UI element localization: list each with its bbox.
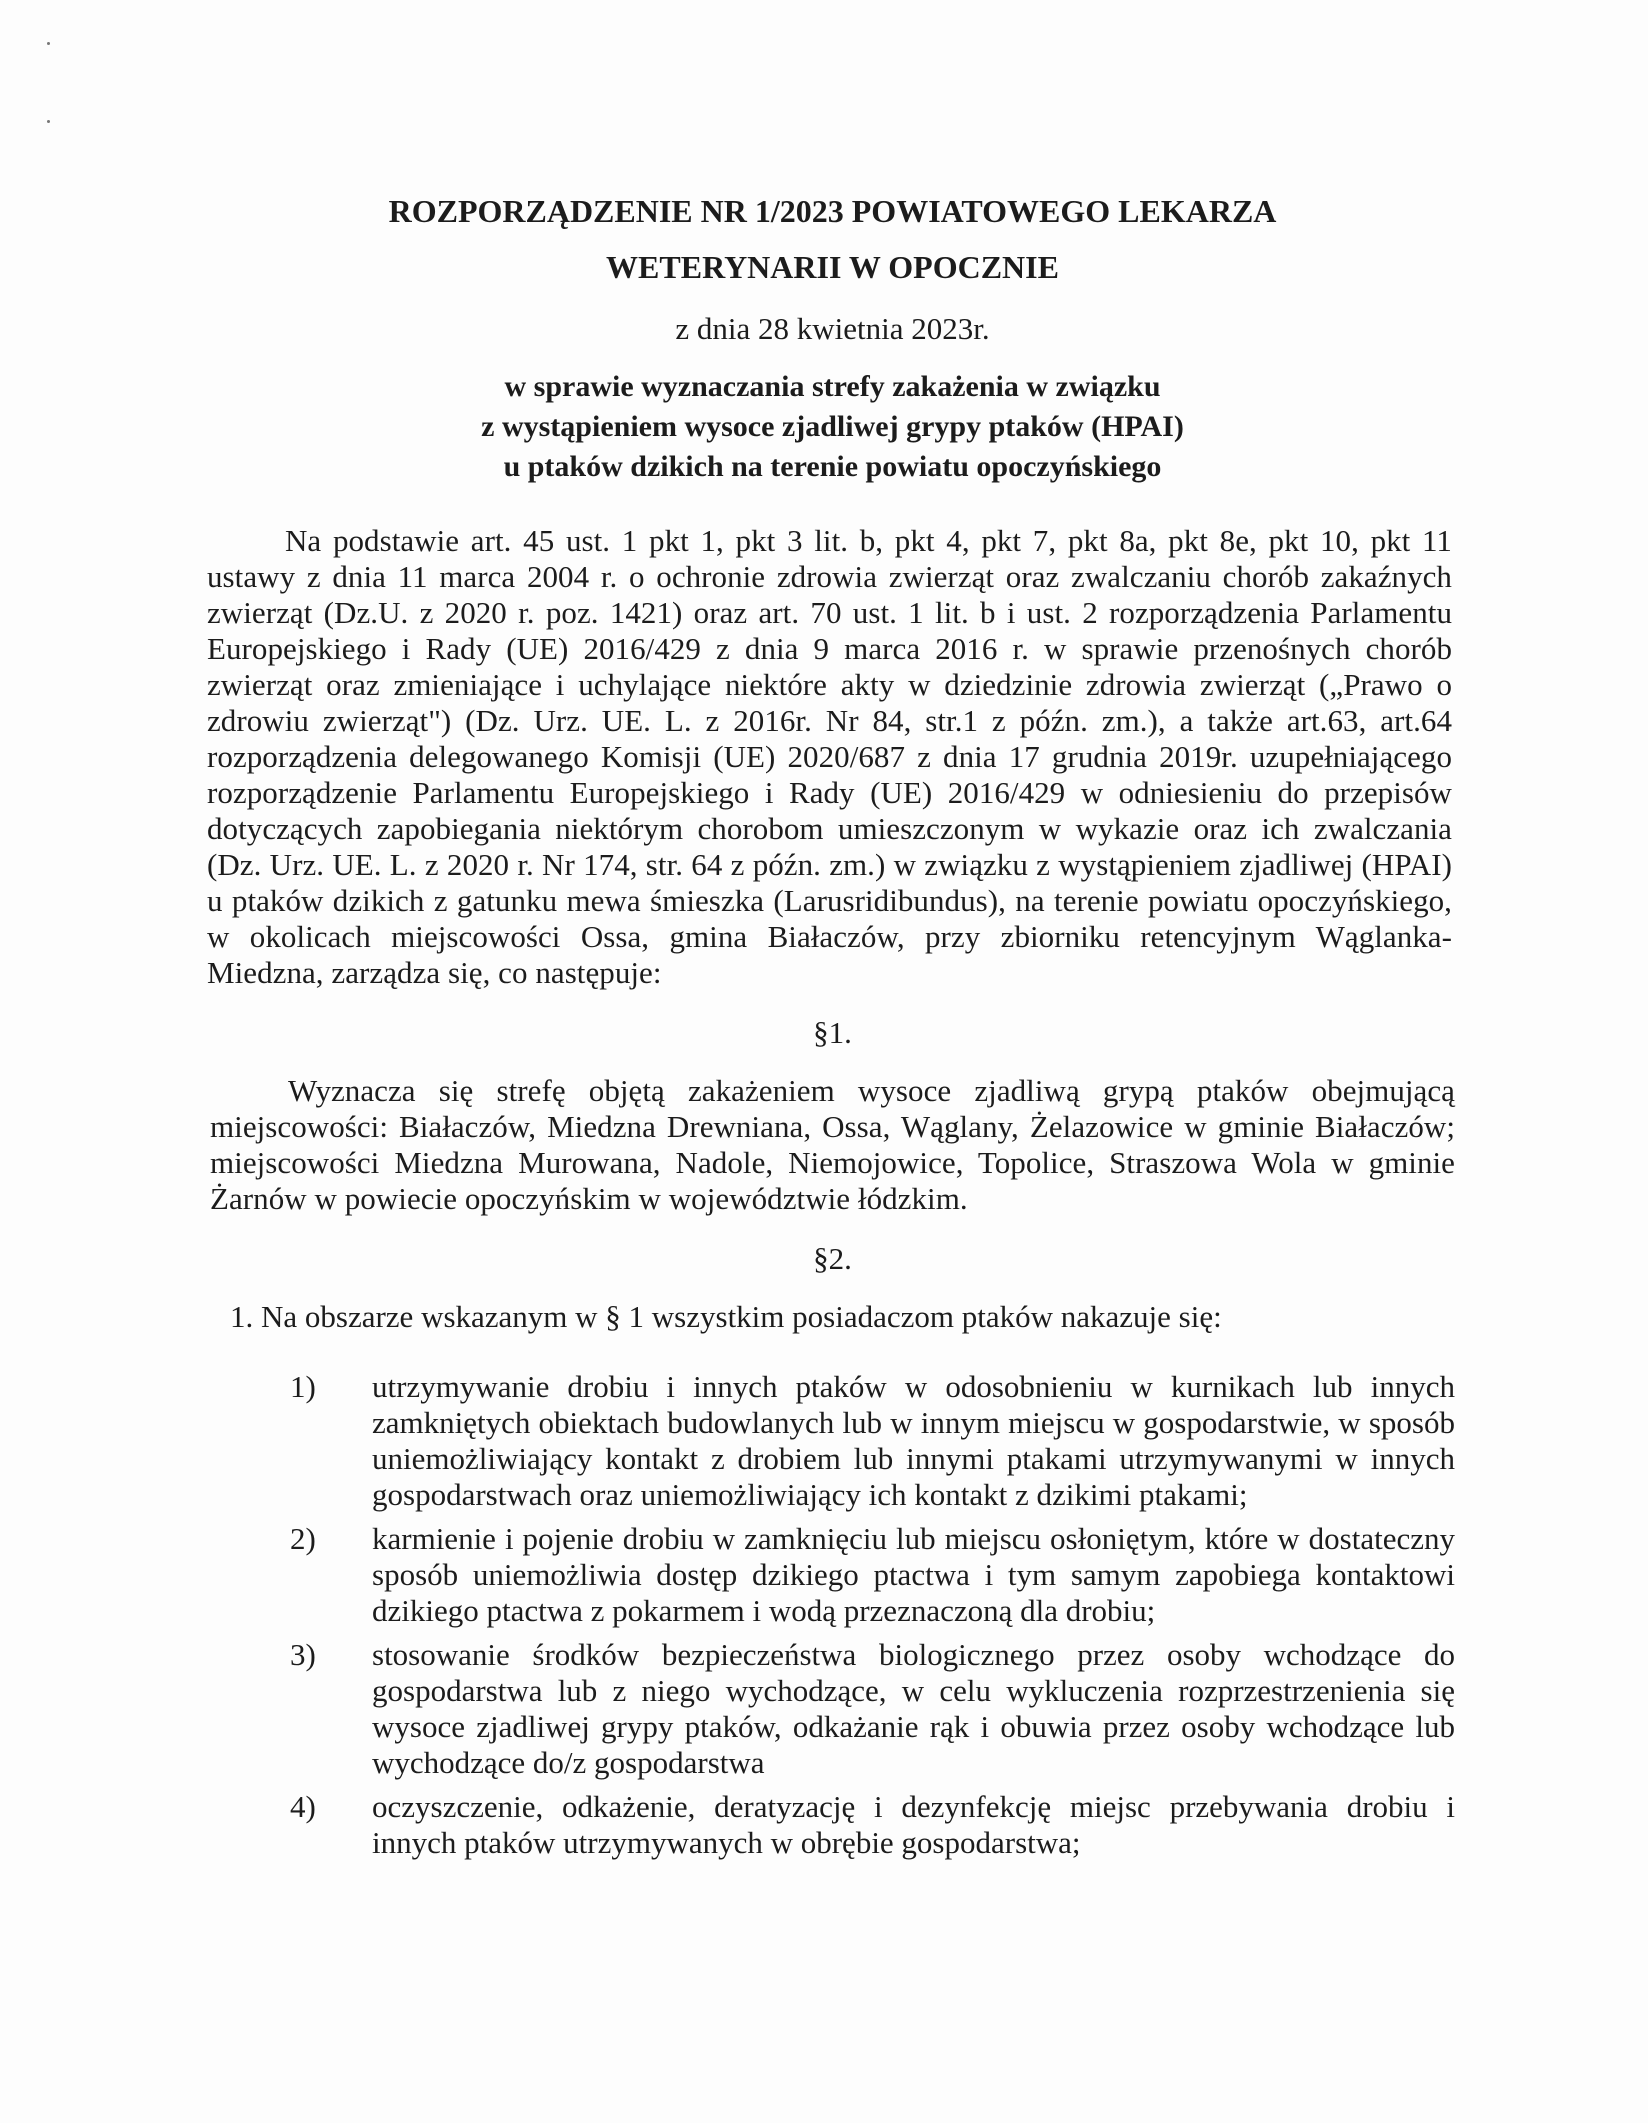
subject-line-1: w sprawie wyznaczania strefy zakażenia w związku: [504, 370, 1161, 403]
subject-line-2: z wystąpieniem wysoce zjadliwej grypy ptaków (HPAI): [481, 410, 1184, 443]
document-title-line-1: ROZPORZĄDZENIE NR 1/2023 POWIATOWEGO LEKARZA: [388, 193, 1277, 229]
list-item: [210, 1789, 1455, 1861]
subject-line-3: u ptaków dzikich na terenie powiatu opoczyńskiego: [503, 450, 1162, 483]
section-2-heading: §2.: [813, 1241, 852, 1276]
obligations-list: [210, 1369, 1455, 1861]
list-item: [210, 1521, 1455, 1629]
document-subject: [210, 367, 1455, 487]
list-item-text: karmienie i pojenie drobiu w zamknięciu lub miejscu osłoniętym, które w dostateczny sposób uniemożliwia dostęp dzikiego ptactwa i tym samym zapobiega kontaktowi dzikiego ptactwa z pokarmem i wodą przeznaczoną dla drobiu;: [372, 1521, 1455, 1628]
list-item-text: utrzymywanie drobiu i innych ptaków w odosobnieniu w kurnikach lub innych zamkniętych obiektach budowlanych lub w innym miejscu w gospodarstwie, w sposób uniemożliwiający kontakt z drobiem lub innymi ptakami utrzymywanymi w innych gospodarstwach oraz uniemożliwiający ich kontakt z dzikimi ptakami;: [372, 1369, 1455, 1512]
section-1-paragraph: Wyznacza się strefę objętą zakażeniem wysoce zjadliwą grypą ptaków obejmującą miejscowości: Białaczów, Miedzna Drewniana, Ossa, Wąglany, Żelazowice w gminie Białaczów; miejscowości Miedzna Murowana, Nadole, Niemojowice, Topolice, Straszowa Wola w gminie Żarnów w powiecie opoczyńskim w województwie łódzkim.: [210, 1073, 1455, 1216]
scan-speck: [47, 120, 50, 123]
list-item: [210, 1637, 1455, 1781]
section-1-heading: §1.: [813, 1015, 852, 1050]
list-item-text: oczyszczenie, odkażenie, deratyzację i dezynfekcję miejsc przebywania drobiu i innych ptaków utrzymywanych w obrębie gospodarstwa;: [372, 1789, 1455, 1860]
legal-basis-paragraph: Na podstawie art. 45 ust. 1 pkt 1, pkt 3 lit. b, pkt 4, pkt 7, pkt 8a, pkt 8e, pkt 10, pkt 11 ustawy z dnia 11 marca 2004 r. o ochronie zdrowia zwierząt oraz zwalczaniu chorób zakaźnych zwierząt (Dz.U. z 2020 r. poz. 1421) oraz art. 70 ust. 1 lit. b i ust. 2 rozporządzenia Parlamentu Europejskiego i Rady (UE) 2016/429 z dnia 9 marca 2016 r. w sprawie przenośnych chorób zwierząt oraz zmieniające i uchylające niektóre akty w dziedzinie zdrowia zwierząt („Prawo o zdrowiu zwierząt") (Dz. Urz. UE. L. z 2016r. Nr 84, str.1 z późn. zm.), a także art.63, art.64 rozporządzenia delegowanego Komisji (UE) 2020/687 z dnia 17 grudnia 2019r. uzupełniającego rozporządzenie Parlamentu Europejskiego i Rady (UE) 2016/429 w odniesieniu do przepisów dotyczących zapobiegania niektórym chorobom umieszczonym w wykazie oraz ich zwalczania (Dz. Urz. UE. L. z 2020 r. Nr 174, str. 64 z późn. zm.) w związku z wystąpieniem zjadliwej (HPAI) u ptaków dzikich z gatunku mewa śmieszka (Larusridibundus), na terenie powiatu opoczyńskiego, w okolicach miejscowości Ossa, gmina Białaczów, przy zbiorniku retencyjnym Wąglanka-Miedzna, zarządza się, co następuje:: [207, 523, 1452, 990]
section-2-lead: 1. Na obszarze wskazanym w § 1 wszystkim posiadaczom ptaków nakazuje się:: [230, 1299, 1222, 1334]
document-date: z dnia 28 kwietnia 2023r.: [675, 311, 990, 346]
list-item-number: 4): [290, 1789, 316, 1824]
list-item-text: stosowanie środków bezpieczeństwa biologicznego przez osoby wchodzące do gospodarstwa lub z niego wychodzące, w celu wykluczenia rozprzestrzenienia się wysoce zjadliwej grypy ptaków, odkażanie rąk i obuwia przez osoby wchodzące lub wychodzące do/z gospodarstwa: [372, 1637, 1455, 1780]
list-item-number: 2): [290, 1521, 316, 1556]
list-item-number: 3): [290, 1637, 316, 1672]
document-body: [207, 193, 1455, 1869]
list-item: [210, 1369, 1455, 1513]
scan-speck: [47, 42, 50, 45]
list-item-number: 1): [290, 1369, 316, 1404]
document-title-line-2: WETERYNARII W OPOCZNIE: [606, 249, 1059, 285]
